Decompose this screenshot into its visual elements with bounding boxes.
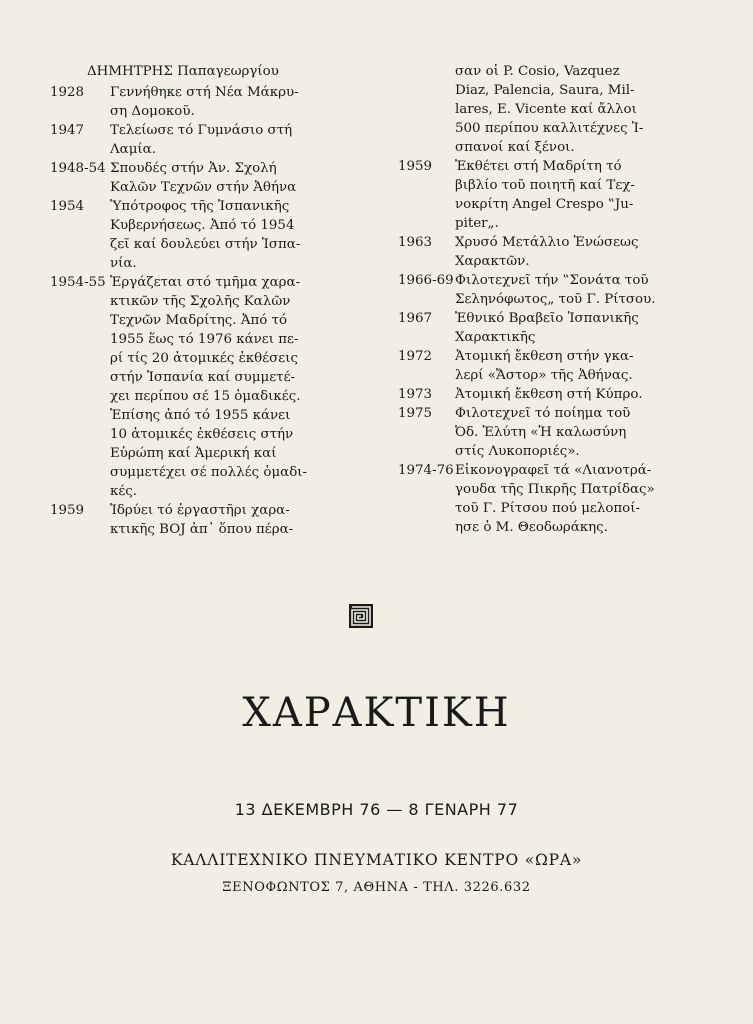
entry-text-line: Ἐργάζεται στό τμῆμα χαρα- [110, 275, 301, 290]
entry-text-line: χει περίπου σέ 15 ὁμαδικές. [110, 389, 301, 404]
entry-text-line: Σεληνόφωτος„ τοῦ Γ. Ρίτσου. [455, 292, 656, 307]
entry-text-line: κτικῆς BOJ ἀπ᾽ ὅπου πέρα- [110, 522, 294, 537]
entry-text [455, 385, 698, 404]
entry-text [110, 83, 338, 121]
entry-year: 1975 [398, 406, 433, 421]
entry-text [110, 159, 338, 197]
entry-text-line: Λαμία. [110, 142, 156, 157]
chronology-entry [398, 404, 698, 461]
biography-left-column [50, 62, 338, 539]
entry-text-line: κτικῶν τῆς Σχολῆς Καλῶν [110, 294, 291, 309]
chronology-entry [50, 197, 338, 273]
entry-text-line: Τεχνῶν Μαδρίτης. Ἀπό τό [110, 313, 288, 328]
entry-text-line: Φιλοτεχνεῖ τό ποίημα τοῦ [455, 406, 631, 421]
right-chronology-list [398, 157, 698, 537]
entry-text-line: piter„. [455, 216, 499, 231]
entry-text-line: ση Δομοκοῦ. [110, 104, 195, 119]
entry-text [455, 157, 698, 233]
chronology-entry [398, 157, 698, 233]
entry-text [110, 501, 338, 539]
entry-text-line: στίς Λυκοποριές». [455, 444, 580, 459]
entry-text-line: Σπουδές στήν Ἀν. Σχολή [110, 161, 277, 176]
entry-text-line: Τελείωσε τό Γυμνάσιο στή [110, 123, 293, 138]
entry-text-line: Ὀδ. Ἐλύτη «Ἡ καλωσύνη [455, 425, 627, 440]
chronology-entry [398, 461, 698, 537]
entry-year: 1967 [398, 311, 433, 326]
entry-text-line: Ἀτομική ἔκθεση στήν γκα- [455, 349, 634, 364]
entry-text-line: Γεννήθηκε στή Νέα Μάκρυ- [110, 85, 299, 100]
entry-text-line: Ἐπίσης ἀπό τό 1955 κάνει [110, 408, 291, 423]
venue-name: ΚΑΛΛΙΤΕΧΝΙΚΟ ΠΝΕΥΜΑΤΙΚΟ ΚΕΝΤΡΟ «ΩΡΑ» [170, 851, 583, 869]
entry-text-line: Ἀτομική ἔκθεση στή Κύπρο. [455, 387, 643, 402]
entry-text-line: λερί «Ἄστορ» τῆς Ἀθήνας. [455, 368, 633, 383]
continued-text-line: σπανοί καί ξένοι. [455, 140, 575, 155]
entry-text-line: ζεῖ καί δουλεύει στήν Ἰσπα- [110, 237, 301, 252]
entry-text [455, 233, 698, 271]
chronology-entry [50, 501, 338, 539]
continued-text-line: lares, E. Vicente καί ἄλλοι [455, 102, 637, 117]
entry-text-line: Χαρακτικῆς [455, 330, 536, 345]
artist-name-heading: ΔΗΜΗΤΡΗΣ Παπαγεωργίου [87, 64, 279, 79]
entry-year: 1959 [398, 159, 433, 174]
entry-text [455, 347, 698, 385]
entry-text-line: βιβλίο τοῦ ποιητῆ καί Τεχ- [455, 178, 635, 193]
entry-text-line: συμμετέχει σέ πολλές ὁμαδι- [110, 465, 308, 480]
entry-text [110, 197, 338, 273]
entry-text-line: τοῦ Γ. Ρίτσου πού μελοποί- [455, 501, 641, 516]
chronology-entry [50, 83, 338, 121]
chronology-entry [398, 347, 698, 385]
chronology-entry [398, 385, 698, 404]
entry-text-line: Καλῶν Τεχνῶν στήν Ἀθήνα [110, 180, 297, 195]
entry-text-line: Ὑπότροφος τῆς Ἰσπανικῆς [110, 199, 290, 214]
entry-text-line: Εὐρώπη καί Ἀμερική καί [110, 446, 277, 461]
continued-text-line: 500 περίπου καλλιτέχνες Ἰ- [455, 121, 644, 136]
entry-year: 1959 [50, 503, 85, 518]
entry-text-line: Φιλοτεχνεῖ τήν ‟Σονάτα τοῦ [455, 273, 649, 288]
entry-text-line: γουδα τῆς Πικρῆς Πατρίδας» [455, 482, 655, 497]
left-chronology-list [50, 83, 338, 539]
greek-meander-ornament-icon [349, 604, 373, 628]
continued-text-line: Diaz, Palencia, Saura, Mil- [455, 83, 635, 98]
continued-text-line: σαν οἱ P. Cosio, Vazquez [455, 64, 620, 79]
entry-text-line: Χαρακτῶν. [455, 254, 530, 269]
entry-text-line: ησε ὁ Μ. Θεοδωράκης. [455, 520, 608, 535]
entry-year: 1974-76 [398, 463, 454, 478]
continued-entry-text [398, 62, 698, 157]
entry-year: 1954 [50, 199, 85, 214]
entry-text-line: κές. [110, 484, 138, 499]
chronology-entry [50, 273, 338, 501]
chronology-entry [50, 121, 338, 159]
entry-text-line: Κυβερνήσεως. Ἀπό τό 1954 [110, 218, 295, 233]
entry-year: 1928 [50, 85, 85, 100]
biography-right-column [398, 62, 698, 537]
entry-year: 1947 [50, 123, 85, 138]
chronology-entry [398, 233, 698, 271]
venue-address: ΞΕΝΟΦΩΝΤΟΣ 7, ΑΘΗΝΑ - ΤΗΛ. 3226.632 [222, 880, 531, 895]
entry-text [110, 121, 338, 159]
entry-text-line: Ἱδρύει τό ἐργαστῆρι χαρα- [110, 503, 290, 518]
entry-text-line: νία. [110, 256, 137, 271]
entry-text-line: Εἰκονογραφεῖ τά «Λιανοτρά- [455, 463, 652, 478]
entry-text [455, 461, 698, 537]
entry-text-line: νοκρίτη Angel Crespo ‟Ju- [455, 197, 634, 212]
entry-year: 1972 [398, 349, 433, 364]
entry-text-line: Χρυσό Μετάλλιο Ἑνώσεως [455, 235, 639, 250]
entry-text [110, 273, 338, 501]
entry-text [455, 404, 698, 461]
exhibition-title: ΧΑΡΑΚΤΙΚΗ [242, 690, 511, 736]
entry-text-line: Ἐθνικό Βραβεῖο Ἰσπανικῆς [455, 311, 639, 326]
chronology-entry [398, 309, 698, 347]
entry-text-line: 1955 ἕως τό 1976 κάνει πε- [110, 332, 299, 347]
entry-year: 1966-69 [398, 273, 454, 288]
entry-year: 1948-54 [50, 161, 106, 176]
exhibition-dates: 13 ΔΕΚΕΜΒΡΗ 76 — 8 ΓΕΝΑΡΗ 77 [234, 800, 519, 819]
entry-text [455, 271, 698, 309]
entry-year: 1973 [398, 387, 433, 402]
entry-text-line: 10 ἀτομικές ἐκθέσεις στήν [110, 427, 294, 442]
entry-text-line: στήν Ἰσπανία καί συμμετέ- [110, 370, 296, 385]
entry-text [455, 309, 698, 347]
entry-year: 1963 [398, 235, 433, 250]
chronology-entry [50, 159, 338, 197]
entry-text-line: Ἐκθέτει στή Μαδρίτη τό [455, 159, 622, 174]
chronology-entry [398, 271, 698, 309]
entry-text-line: ρί τίς 20 ἀτομικές ἐκθέσεις [110, 351, 298, 366]
entry-year: 1954-55 [50, 275, 106, 290]
